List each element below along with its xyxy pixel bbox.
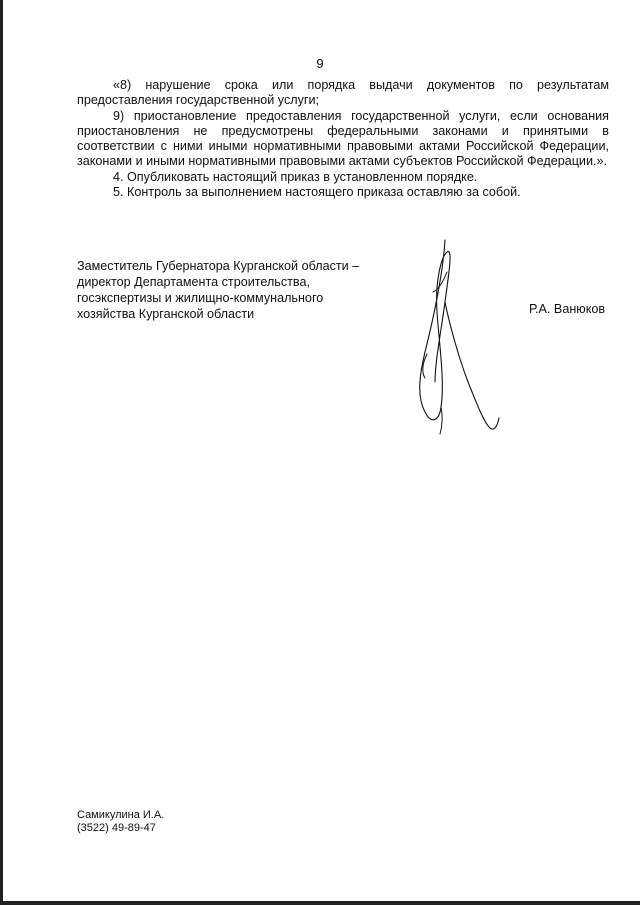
signatory-title-line: хозяйства Курганской области <box>77 307 255 321</box>
signatory-title-line: директор Департамента строительства, <box>77 275 310 289</box>
signatory-title-line: Заместитель Губернатора Курганской области – <box>77 259 360 273</box>
signatory-name: Р.А. Ванюков <box>529 302 606 316</box>
paragraph-item-9: 9) приостановление предоставления государственной услуги, если основания приостановления не предусмотрены федеральными законами и принятыми в соответствии с ними иными нормативными правовыми актами Российской Федерации, законами и иными нормативными правовыми актами субъектов Российской Федерации.». <box>77 108 609 169</box>
scan-left-edge <box>0 0 3 905</box>
signatory-title-line: госэкспертизы и жилищно-коммунального <box>77 291 324 305</box>
scan-bottom-edge <box>0 901 640 905</box>
document-body <box>77 78 609 200</box>
paragraph-item-8: «8) нарушение срока или порядка выдачи документов по результатам предоставления государственной услуги; <box>77 78 609 108</box>
paragraph-publish: 4. Опубликовать настоящий приказ в установленном порядке. <box>113 169 478 184</box>
page-number: 9 <box>316 56 324 71</box>
handwritten-signature-icon <box>405 232 510 437</box>
paragraph-control: 5. Контроль за выполнением настоящего приказа оставляю за собой. <box>113 185 521 200</box>
executor-name: Самикулина И.А. <box>77 809 165 821</box>
signatory-title <box>77 258 387 322</box>
executor-info <box>77 809 164 834</box>
executor-phone: (3522) 49-89-47 <box>77 821 156 834</box>
